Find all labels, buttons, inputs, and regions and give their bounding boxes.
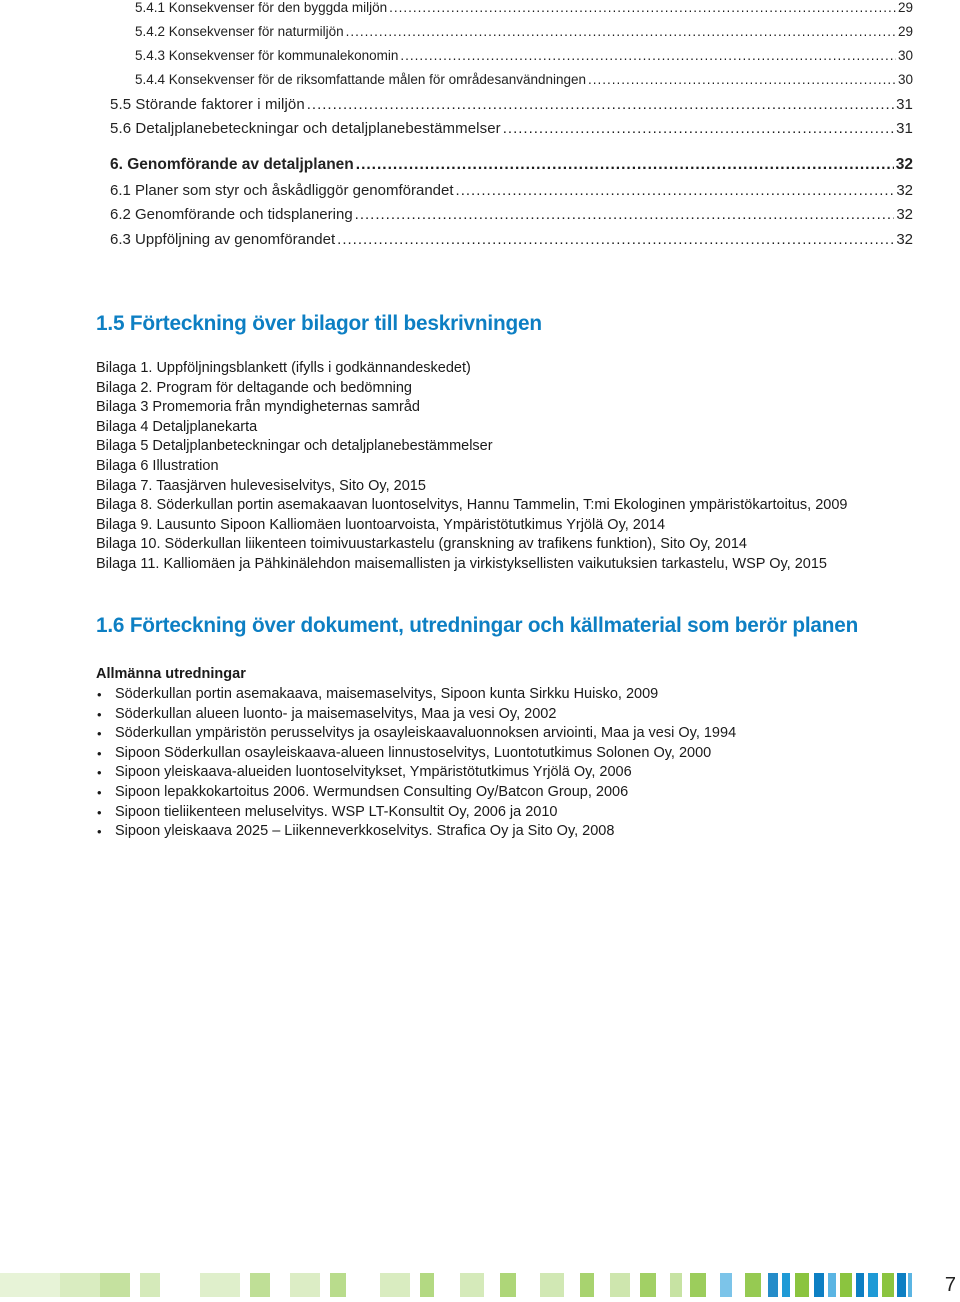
toc-entry[interactable] xyxy=(110,156,913,174)
attachment-item: Bilaga 7. Taasjärven hulevesiselvitys, Sito Oy, 2015 xyxy=(96,477,426,494)
footer-stripe xyxy=(897,1273,906,1297)
section-heading-attachments: 1.5 Förteckning över bilagor till beskrivningen xyxy=(96,312,542,335)
list-item: • Söderkullan portin asemakaava, maisemaselvitys, Sipoon kunta Sirkku Huisko, 2009 xyxy=(96,685,736,705)
attachment-item: Bilaga 5 Detaljplanbeteckningar och detaljplanebestämmelser xyxy=(96,438,493,455)
footer-stripe xyxy=(795,1273,809,1297)
footer-stripe xyxy=(380,1273,410,1297)
footer-stripe xyxy=(540,1273,564,1297)
footer-stripe xyxy=(200,1273,240,1297)
footer-stripe xyxy=(290,1273,320,1297)
toc-entry-label: 6. Genomförande av detaljplanen xyxy=(110,156,354,173)
footer-stripe xyxy=(460,1273,484,1297)
footer-stripe xyxy=(610,1273,630,1297)
list-item: • Söderkullan ympäristön perusselvitys ja osayleiskaavaluonnoksen arviointi, Maa ja vesi Oy, 1994 xyxy=(96,724,736,744)
bullet-icon: • xyxy=(97,687,102,702)
toc-entry-page: 29 xyxy=(897,0,913,15)
attachment-item: Bilaga 3 Promemoria från myndigheternas samråd xyxy=(96,399,420,416)
toc-entry-label: 5.4.3 Konsekvenser för kommunalekonomin xyxy=(135,48,399,63)
attachment-item: Bilaga 1. Uppföljningsblankett (ifylls i godkännandeskedet) xyxy=(96,360,471,376)
toc-entry[interactable] xyxy=(110,96,913,113)
attachment-item: Bilaga 10. Söderkullan liikenteen toimivuustarkastelu (granskning av trafikens funktion), Sito Oy, 2014 xyxy=(96,536,747,553)
bullet-icon: • xyxy=(97,726,102,742)
bullet-icon: • xyxy=(97,784,102,800)
toc-entry-label: 5.6 Detaljplanebeteckningar och detaljplanebestämmelser xyxy=(110,120,501,137)
list-item: • Sipoon yleiskaava 2025 – Liikenneverkkoselvitys. Strafica Oy ja Sito Oy, 2008 xyxy=(96,822,736,842)
documents-list xyxy=(96,685,736,842)
attachments-list xyxy=(96,359,847,575)
toc-entry-page: 30 xyxy=(897,72,913,87)
footer-stripe xyxy=(908,1273,912,1297)
footer-stripe xyxy=(768,1273,778,1297)
attachment-item: Bilaga 6 Illustration xyxy=(96,457,219,474)
footer-stripe xyxy=(868,1273,878,1297)
footer-stripe xyxy=(814,1273,824,1297)
toc-entry-page: 32 xyxy=(896,231,913,248)
toc-entry-page: 31 xyxy=(896,120,913,137)
attachment-item: Bilaga 4 Detaljplanekarta xyxy=(96,418,258,435)
bullet-icon: • xyxy=(97,804,102,820)
footer-stripe xyxy=(580,1273,594,1297)
toc-entry-page: 31 xyxy=(896,96,913,113)
bullet-icon: • xyxy=(97,765,102,781)
toc-entry[interactable] xyxy=(135,48,913,63)
attachment-item: Bilaga 11. Kalliomäen ja Pähkinälehdon maisemallisten ja virkistyksellisten vaikutuksien tarkastelu, WSP Oy, 2015 xyxy=(96,555,827,572)
toc-entry-page: 29 xyxy=(897,24,913,39)
footer-stripe xyxy=(250,1273,270,1297)
list-item: • Sipoon lepakkokartoitus 2006. Wermundsen Consulting Oy/Batcon Group, 2006 xyxy=(96,783,736,803)
toc-entry-page: 32 xyxy=(896,182,913,199)
toc-entry-label: 6.2 Genomförande och tidsplanering xyxy=(110,206,353,223)
footer-stripe xyxy=(720,1273,732,1297)
toc-entry[interactable] xyxy=(110,231,913,248)
footer-stripe xyxy=(60,1273,100,1297)
footer-stripe xyxy=(0,1273,60,1297)
footer-stripe xyxy=(690,1273,706,1297)
toc-entry-page: 32 xyxy=(896,206,913,223)
page-number: 7 xyxy=(944,1274,956,1296)
toc-entry-label: 5.4.1 Konsekvenser för den byggda miljön xyxy=(135,0,388,15)
toc-entry[interactable] xyxy=(110,182,913,199)
toc-entry-label: 5.4.2 Konsekvenser för naturmiljön xyxy=(135,24,344,39)
footer-stripe xyxy=(856,1273,864,1297)
list-item: • Sipoon Söderkullan osayleiskaava-alueen linnustoselvitys, Luontotutkimus Solonen Oy, 2000 xyxy=(96,744,736,764)
toc-entry[interactable] xyxy=(135,72,913,87)
footer-stripe xyxy=(782,1273,790,1297)
subheading-general-studies: Allmänna utredningar xyxy=(96,666,246,682)
list-item: • Sipoon tieliikenteen meluselvitys. WSP LT-Konsultit Oy, 2006 ja 2010 xyxy=(96,803,736,823)
list-item: • Söderkullan alueen luonto- ja maisemaselvitys, Maa ja vesi Oy, 2002 xyxy=(96,705,736,725)
toc-entry[interactable] xyxy=(110,120,913,137)
toc-entry-page: 32 xyxy=(895,156,913,173)
attachment-item: Bilaga 2. Program för deltagande och bedömning xyxy=(96,379,412,396)
list-item: • Sipoon yleiskaava-alueiden luontoselvitykset, Ympäristötutkimus Yrjölä Oy, 2006 xyxy=(96,763,736,783)
bullet-icon: • xyxy=(97,706,102,722)
footer-stripe xyxy=(420,1273,434,1297)
footer-stripe xyxy=(140,1273,160,1297)
toc-entry-label: 5.5 Störande faktorer i miljön xyxy=(110,96,305,113)
footer-stripe xyxy=(670,1273,682,1297)
footer-stripe xyxy=(882,1273,894,1297)
toc-entry[interactable] xyxy=(135,24,913,39)
bullet-icon: • xyxy=(97,745,102,761)
toc-entry-page: 30 xyxy=(897,48,913,63)
attachment-item: Bilaga 9. Lausunto Sipoon Kalliomäen luontoarvoista, Ympäristötutkimus Yrjölä Oy, 2014 xyxy=(96,516,666,533)
toc-entry-label: 6.3 Uppföljning av genomförandet xyxy=(110,231,336,248)
section-heading-documents: 1.6 Förteckning över dokument, utredningar och källmaterial som berör planen xyxy=(96,614,859,637)
footer-stripe xyxy=(640,1273,656,1297)
footer-stripe xyxy=(500,1273,516,1297)
toc-entry-label: 5.4.4 Konsekvenser för de riksomfattande målen för områdesanvändningen xyxy=(135,72,587,87)
footer-stripe xyxy=(100,1273,130,1297)
footer-stripe xyxy=(840,1273,852,1297)
footer-stripe xyxy=(745,1273,761,1297)
toc-entry[interactable] xyxy=(110,206,913,223)
footer-stripe xyxy=(828,1273,836,1297)
toc-entry[interactable] xyxy=(135,0,913,15)
footer-stripe xyxy=(330,1273,346,1297)
toc-entry-label: 6.1 Planer som styr och åskådliggör genomförandet xyxy=(110,182,454,199)
bullet-icon: • xyxy=(97,824,102,840)
attachment-item: Bilaga 8. Söderkullan portin asemakaavan luontoselvitys, Hannu Tammelin, T:mi Ekologinen ympäristökartoitus, 2009 xyxy=(96,497,848,514)
footer-decorative-bar xyxy=(0,1273,912,1297)
